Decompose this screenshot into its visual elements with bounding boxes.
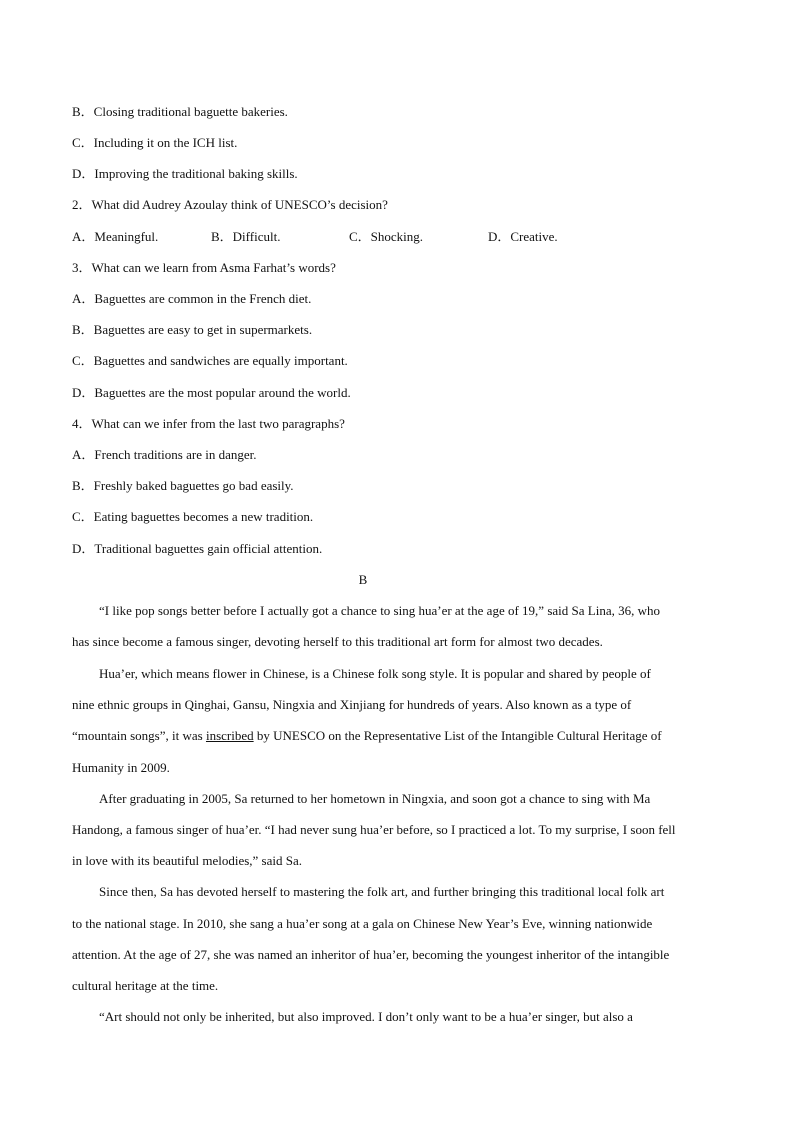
q3-option-a: A．Baguettes are common in the French diet. bbox=[72, 291, 312, 306]
q3-option-c: C．Baguettes and sandwiches are equally important. bbox=[72, 353, 348, 368]
passage-line: has since become a famous singer, devoting herself to this traditional art form for almost two decades. bbox=[72, 634, 603, 649]
q2-option-c: C．Shocking. bbox=[349, 229, 424, 244]
passage-line: Humanity in 2009. bbox=[72, 760, 170, 775]
q4-option-b: B．Freshly baked baguettes go bad easily. bbox=[72, 478, 294, 493]
q1-option-b: B．Closing traditional baguette bakeries. bbox=[72, 104, 288, 119]
passage-line: Hua’er, which means flower in Chinese, is a Chinese folk song style. It is popular and shared by people of bbox=[99, 666, 651, 681]
q2-option-b: B．Difficult. bbox=[211, 229, 281, 244]
q3-option-b: B．Baguettes are easy to get in supermarkets. bbox=[72, 322, 313, 337]
passage-line: Since then, Sa has devoted herself to mastering the folk art, and further bringing this traditional local folk art bbox=[99, 884, 665, 899]
passage-line: to the national stage. In 2010, she sang a hua’er song at a gala on Chinese New Year’s Eve, winning nationwide bbox=[72, 916, 653, 931]
q4-option-a: A．French traditions are in danger. bbox=[72, 447, 257, 462]
passage-line: “Art should not only be inherited, but also improved. I don’t only want to be a hua’er singer, but also a bbox=[99, 1009, 633, 1024]
q2-options bbox=[72, 229, 632, 245]
q2-option-d: D．Creative. bbox=[488, 229, 558, 244]
passage-line: “I like pop songs better before I actually got a chance to sing hua’er at the age of 19,” said Sa Lina, 36, who bbox=[99, 603, 660, 618]
underlined-word: inscribed bbox=[205, 728, 254, 743]
passage-text: by UNESCO on the Representative List of the Intangible Cultural Heritage of bbox=[253, 728, 662, 743]
passage-line: After graduating in 2005, Sa returned to her hometown in Ningxia, and soon got a chance to sing with Ma bbox=[99, 791, 651, 806]
q4-option-c: C．Eating baguettes becomes a new tradition. bbox=[72, 509, 314, 524]
q3-option-d: D．Baguettes are the most popular around the world. bbox=[72, 385, 351, 400]
section-heading: B bbox=[358, 572, 368, 587]
passage-line: cultural heritage at the time. bbox=[72, 978, 219, 993]
q4-stem: 4．What can we infer from the last two paragraphs? bbox=[72, 416, 345, 431]
passage-line bbox=[72, 728, 662, 744]
q2-option-a: A．Meaningful. bbox=[72, 229, 159, 244]
q3-stem: 3．What can we learn from Asma Farhat’s words? bbox=[72, 260, 336, 275]
q1-option-d: D．Improving the traditional baking skills. bbox=[72, 166, 298, 181]
passage-text: “mountain songs”, it was bbox=[72, 728, 206, 743]
passage-line: nine ethnic groups in Qinghai, Gansu, Ningxia and Xinjiang for hundreds of years. Also known as a type of bbox=[72, 697, 632, 712]
passage-line: Handong, a famous singer of hua’er. “I had never sung hua’er before, so I practiced a lot. To my surprise, I soon fell bbox=[72, 822, 676, 837]
q1-option-c: C．Including it on the ICH list. bbox=[72, 135, 238, 150]
q2-stem: 2．What did Audrey Azoulay think of UNESCO’s decision? bbox=[72, 197, 388, 212]
passage-line: attention. At the age of 27, she was named an inheritor of hua’er, becoming the youngest inheritor of the intangible bbox=[72, 947, 670, 962]
q4-option-d: D．Traditional baguettes gain official attention. bbox=[72, 541, 323, 556]
passage-line: in love with its beautiful melodies,” said Sa. bbox=[72, 853, 302, 868]
